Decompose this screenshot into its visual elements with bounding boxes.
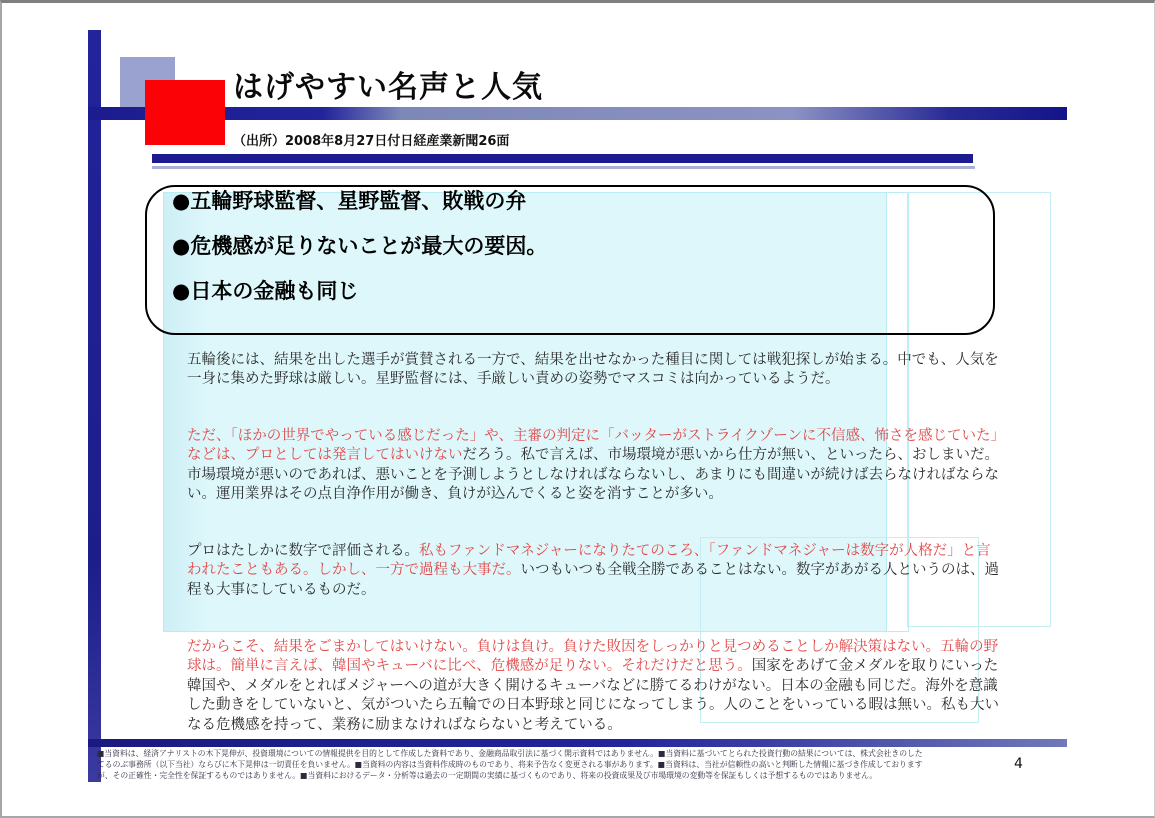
paragraph-segment-red: 私もファンドマネジャーになりたてのころ、「ファンドマネジャーは数字が人格だ」と言われたこともある。しかし、一方で過程も大事だ。 <box>187 543 991 579</box>
footer-disclaimer-line: てるのぶ事務所（以下当社）ならびに木下晃伸は一切責任を負いません。■当資料の内容は当資料作成時のものであり、将来予告なく変更される事があります。■当資料は、当社が信頼性の高いと判断した情報に基づき作成しております <box>97 759 923 769</box>
title-underline-bar <box>88 107 1067 120</box>
body-paragraph <box>187 542 1005 600</box>
body-paragraph <box>187 638 1005 735</box>
footer-disclaimer <box>97 749 997 781</box>
page-number: 4 <box>1014 756 1023 772</box>
paragraph-segment-black: プロはたしかに数字で評価される。 <box>187 543 419 559</box>
paragraph-segment-black: いつもいつも全戦全勝であることはない。数字があがる人というのは、過程も大事にしているものだ。 <box>187 562 999 598</box>
source-underline-highlight <box>152 166 975 169</box>
key-points-bullets <box>172 190 547 325</box>
body-paragraph <box>187 351 1005 390</box>
source-line: （出所）2008年8月27日付日経産業新聞26面 <box>233 134 510 149</box>
paragraph-segment-black: 五輪後には、結果を出した選手が賞賛される一方で、結果を出せなかった種目に関しては戦犯探しが始まる。中でも、人気を一身に集めた野球は厳しい。星野監督には、手厳しい責めの姿勢でマスコミは向かっているようだ。 <box>187 352 999 388</box>
footer-disclaimer-line: ■当資料は、経済アナリストの木下晃伸が、投資環境についての情報提供を目的として作成した資料であり、金融商品取引法に基づく開示資料ではありません。■当資料に基づいてとられた投資行動の結果については、株式会社きのした <box>97 749 923 758</box>
footer-disclaimer-line: が、その正確性・完全性を保証するものではありません。■当資料におけるデータ・分析等は過去の一定期間の実績に基づくものであり、将来の投資成果及び市場環境の変動等を保証もしくは予想するものではありません。 <box>97 770 878 780</box>
paragraph-segment-black: 国家をあげて金メダルを取りにいった韓国や、メダルをとればメジャーへの道が大きく開けるキューバなどに勝てるわけがない。日本の金融も同じだ。海外を意識した動きをしていないと、気がついたら五輪での日本野球と同じになってしまう。人のことをいっている暇は無い。私も大いなる危機感を持って、業務に励まなければならないと考えている。 <box>187 658 999 733</box>
source-underline-bar <box>152 154 973 163</box>
page-title: はげやすい名声と人気 <box>233 70 543 105</box>
key-point-bullet: ●日本の金融も同じ <box>172 279 359 303</box>
paragraph-segment-red: だからこそ、結果をごまかしてはいけない。負けは負け。負けた敗因をしっかりと見つめることしか解決策はない。五輪の野球は。簡単に言えば、韓国やキューバに比べ、危機感が足りない。それだけだと思う。 <box>187 639 999 675</box>
red-square <box>145 80 225 145</box>
body-paragraph <box>187 427 1005 505</box>
bottom-divider-bar <box>88 739 1067 747</box>
key-point-bullet: ●五輪野球監督、星野監督、敗戦の弁 <box>172 189 527 213</box>
key-point-bullet: ●危機感が足りないことが最大の要因。 <box>172 234 548 258</box>
paragraph-segment-red: ただ、「ほかの世界でやっている感じだった」や、主審の判定に「バッターがストライクゾーンに不信感、怖さを感じていた」などは、プロとしては発言してはいけない <box>187 428 1005 464</box>
left-accent-bar <box>88 30 101 782</box>
paragraph-segment-black: だろう。私で言えば、市場環境が悪いから仕方が無い、といったら、おしまいだ。市場環境が悪いのであれば、悪いことを予測しようとしなければならないし、あまりにも間違いが続けば去らなければならない。運用業界はその点自浄作用が働き、負けが込んでくると姿を消すことが多い。 <box>187 447 999 503</box>
